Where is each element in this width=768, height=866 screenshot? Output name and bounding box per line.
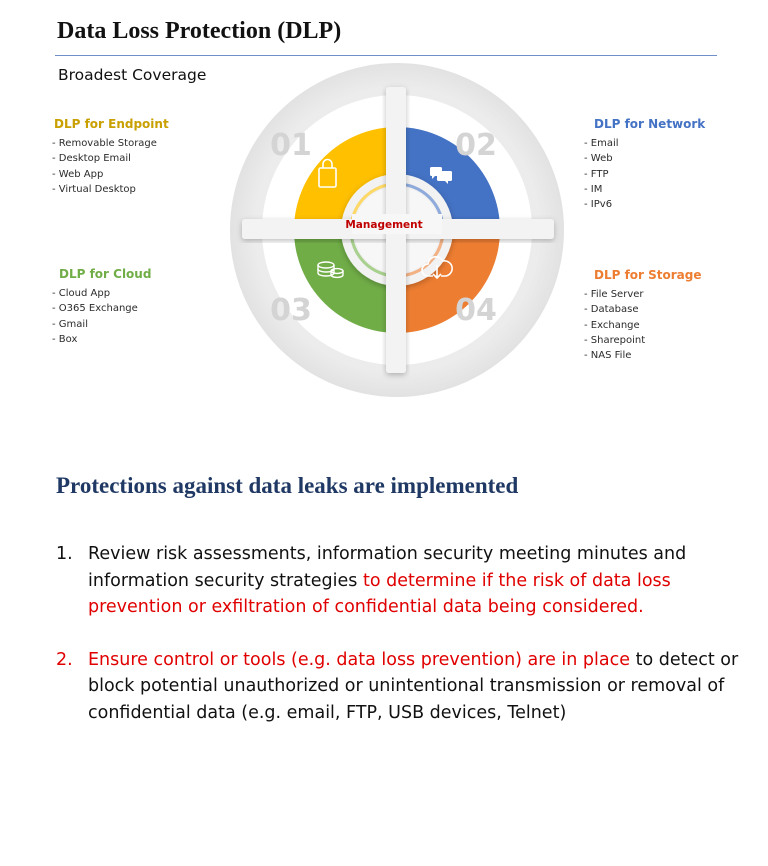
list-item: - FTP <box>584 167 705 182</box>
list-item: - Database <box>584 302 702 317</box>
list-item: - Box <box>52 332 151 347</box>
segment-04-number: 04 <box>455 293 497 328</box>
protection-points-list <box>56 541 746 752</box>
list-item: - Virtual Desktop <box>52 182 169 197</box>
point-number: 1. <box>56 544 73 564</box>
section-heading: Protections against data leaks are implemented <box>56 473 519 498</box>
point-text-highlight: to determine if the risk of data loss prevention or exfiltration of confidential data being considered. <box>88 570 671 617</box>
group-network-title: DLP for Network <box>594 117 706 131</box>
list-item: - Email <box>584 136 705 151</box>
list-item: - Gmail <box>52 317 151 332</box>
page-title: Data Loss Protection (DLP) <box>57 18 342 44</box>
point-text-tail: to detect or block potential unauthorized or unintentional transmission or removal of confidential data (e.g. email, FTP, USB devices, Telnet) <box>88 649 739 723</box>
list-item: - Desktop Email <box>52 151 169 166</box>
dlp-coverage-diagram <box>0 0 768 430</box>
page-subtitle: Broadest Coverage <box>58 66 207 84</box>
list-item: - Sharepoint <box>584 333 702 348</box>
point-number: 2. <box>56 649 73 670</box>
segment-03-number: 03 <box>270 293 312 328</box>
list-item: - IM <box>584 182 705 197</box>
center-label: Management <box>345 219 423 231</box>
list-item: - O365 Exchange <box>52 301 151 316</box>
list-item <box>56 647 746 727</box>
list-item: - NAS File <box>584 348 702 363</box>
list-item: - IPv6 <box>584 197 705 212</box>
list-item: - Exchange <box>584 318 702 333</box>
list-item: - Removable Storage <box>52 136 169 151</box>
segment-01-number: 01 <box>270 128 312 163</box>
list-item <box>56 541 746 621</box>
list-item: - Web App <box>52 167 169 182</box>
group-endpoint-title: DLP for Endpoint <box>54 117 169 131</box>
group-storage-title: DLP for Storage <box>594 268 702 282</box>
point-text-highlight: Ensure control or tools (e.g. data loss prevention) are in place <box>88 649 631 670</box>
list-item: - Cloud App <box>52 286 151 301</box>
group-cloud-title: DLP for Cloud <box>59 267 152 281</box>
point-text: Review risk assessments, information security meeting minutes and information security strategies <box>88 544 687 591</box>
segment-02-number: 02 <box>455 128 497 163</box>
list-item: - File Server <box>584 287 702 302</box>
list-item: - Web <box>584 151 705 166</box>
